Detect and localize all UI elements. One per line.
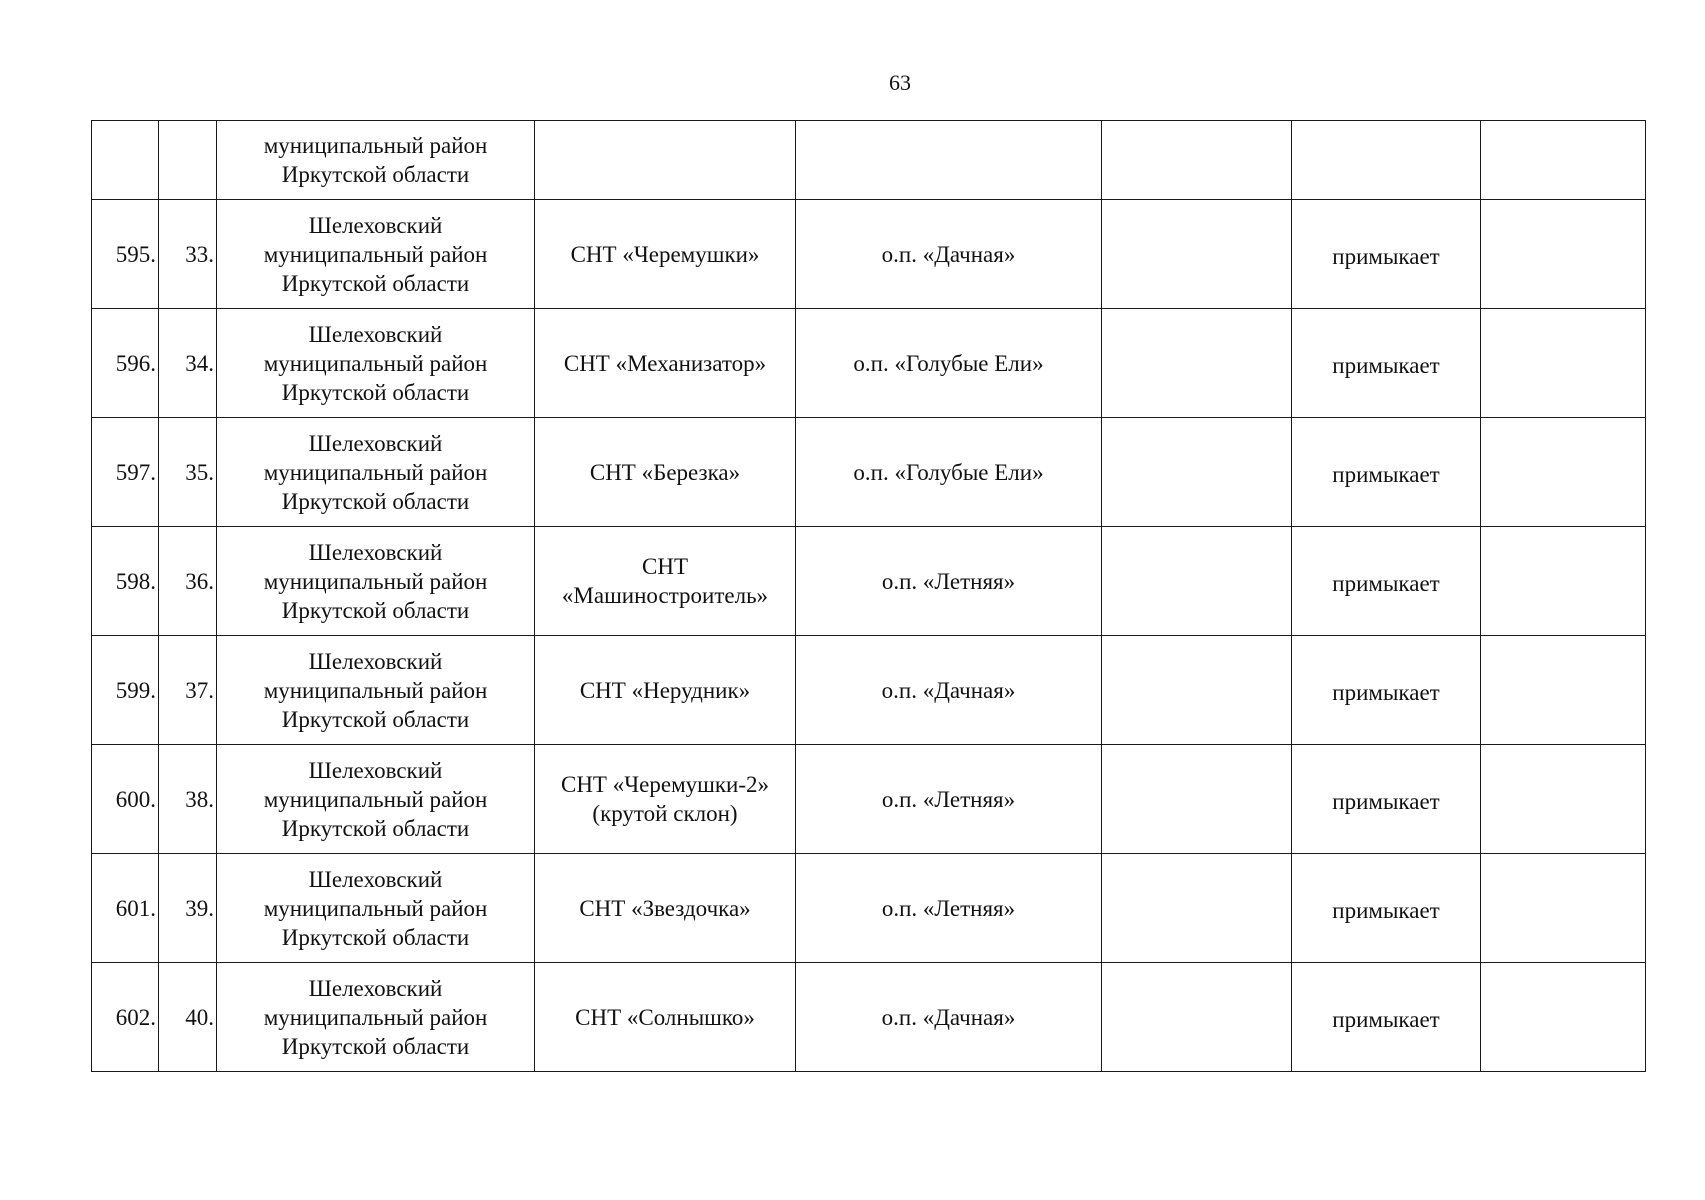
cell-col8 (1481, 527, 1646, 636)
cell-col8 (1481, 121, 1646, 200)
cell-col8 (1481, 200, 1646, 309)
cell-stop (796, 121, 1102, 200)
cell-object-text: СНТ «Березка» (589, 459, 741, 485)
cell-stop (796, 854, 1102, 963)
district-text: муниципальный район Иркутской области (263, 133, 488, 187)
cell-local-no (159, 309, 217, 418)
cell-col8 (1481, 963, 1646, 1072)
cell-stop (796, 418, 1102, 527)
cell-local-no-text: 40. (185, 1004, 214, 1030)
cell-global-no-text: 597. (115, 459, 156, 485)
cell-stop-text: о.п. «Летняя» (881, 786, 1016, 812)
cell-status (1292, 309, 1481, 418)
cell-local-no (159, 963, 217, 1072)
cell-stop (796, 309, 1102, 418)
cell-status-text: примыкает (1332, 352, 1440, 378)
cell-district (217, 636, 535, 745)
registry-table (91, 120, 1646, 1072)
cell-district (217, 309, 535, 418)
cell-stop (796, 527, 1102, 636)
table-body (92, 121, 1646, 1072)
cell-status-text: примыкает (1332, 1006, 1440, 1032)
cell-stop-text: о.п. «Голубые Ели» (853, 459, 1044, 485)
cell-status (1292, 200, 1481, 309)
cell-col6 (1102, 309, 1292, 418)
cell-global-no (92, 745, 159, 854)
cell-col8 (1481, 418, 1646, 527)
cell-local-no-text: 33. (185, 241, 214, 267)
cell-local-no (159, 527, 217, 636)
cell-object (535, 745, 796, 854)
cell-district (217, 527, 535, 636)
cell-stop (796, 963, 1102, 1072)
cell-object-text: СНТ «Черемушки-2» (крутой склон) (560, 772, 770, 826)
cell-district-text: Шелеховский муниципальный район Иркутской области (263, 866, 488, 950)
cell-col6 (1102, 121, 1292, 200)
cell-district (217, 121, 535, 200)
cell-global-no-text: 596. (115, 350, 156, 376)
cell-district-text: Шелеховский муниципальный район Иркутской области (263, 212, 488, 296)
cell-stop-text: о.п. «Дачная» (881, 241, 1016, 267)
cell-stop (796, 745, 1102, 854)
cell-stop-text: о.п. «Летняя» (881, 568, 1016, 594)
cell-status (1292, 963, 1481, 1072)
cell-global-no (92, 121, 159, 200)
cell-stop-text: о.п. «Летняя» (881, 895, 1016, 921)
cell-col6 (1102, 418, 1292, 527)
cell-global-no (92, 963, 159, 1072)
cell-local-no (159, 854, 217, 963)
cell-district-text: Шелеховский муниципальный район Иркутской области (263, 430, 488, 514)
cell-object-text: СНТ «Солнышко» (575, 1004, 755, 1030)
cell-stop-text: о.п. «Голубые Ели» (853, 350, 1044, 376)
cell-global-no-text: 595. (115, 241, 156, 267)
cell-local-no-text: 35. (185, 459, 214, 485)
cell-stop (796, 200, 1102, 309)
table-row (92, 745, 1646, 854)
cell-global-no (92, 418, 159, 527)
cell-local-no-text: 37. (185, 677, 214, 703)
cell-global-no (92, 854, 159, 963)
cell-local-no (159, 121, 217, 200)
cell-global-no-text: 600. (115, 786, 156, 812)
cell-local-no-text: 34. (185, 350, 214, 376)
cell-global-no (92, 527, 159, 636)
cell-district-text: Шелеховский муниципальный район Иркутской области (263, 539, 488, 623)
cell-district-text: Шелеховский муниципальный район Иркутской области (263, 321, 488, 405)
cell-status-text: примыкает (1332, 243, 1440, 269)
cell-object (535, 200, 796, 309)
cell-global-no-text: 598. (115, 568, 156, 594)
cell-local-no-text: 39. (185, 895, 214, 921)
table-row (92, 200, 1646, 309)
cell-local-no (159, 745, 217, 854)
cell-status-text: примыкает (1332, 897, 1440, 923)
cell-district (217, 200, 535, 309)
table-row (92, 854, 1646, 963)
cell-district (217, 854, 535, 963)
table-row (92, 963, 1646, 1072)
cell-district (217, 745, 535, 854)
cell-status (1292, 527, 1481, 636)
cell-object (535, 527, 796, 636)
cell-object (535, 121, 796, 200)
table-row (92, 418, 1646, 527)
cell-district-text: Шелеховский муниципальный район Иркутской области (263, 648, 488, 732)
cell-object-text: СНТ «Черемушки» (570, 241, 760, 267)
cell-status-text: примыкает (1332, 461, 1440, 487)
cell-status (1292, 854, 1481, 963)
cell-global-no (92, 309, 159, 418)
cell-status-text: примыкает (1332, 788, 1440, 814)
cell-global-no (92, 200, 159, 309)
cell-district-text: Шелеховский муниципальный район Иркутской области (263, 975, 488, 1059)
cell-object-text: СНТ «Звездочка» (579, 895, 751, 921)
cell-district (217, 963, 535, 1072)
cell-local-no (159, 636, 217, 745)
cell-object (535, 309, 796, 418)
cell-object-text: СНТ «Нерудник» (579, 677, 751, 703)
cell-col6 (1102, 636, 1292, 745)
cell-object (535, 963, 796, 1072)
cell-local-no (159, 418, 217, 527)
cell-status-text: примыкает (1332, 570, 1440, 596)
cell-district (217, 418, 535, 527)
cell-local-no-text: 36. (185, 568, 214, 594)
table-row (92, 527, 1646, 636)
cell-col8 (1481, 854, 1646, 963)
cell-status (1292, 745, 1481, 854)
table-row (92, 636, 1646, 745)
cell-local-no (159, 200, 217, 309)
page-number: 63 (889, 70, 911, 95)
cell-col8 (1481, 309, 1646, 418)
cell-status (1292, 418, 1481, 527)
cell-col6 (1102, 745, 1292, 854)
table-row-continuation (92, 121, 1646, 200)
cell-object (535, 636, 796, 745)
cell-stop-text: о.п. «Дачная» (881, 677, 1016, 703)
cell-global-no-text: 602. (115, 1004, 156, 1030)
cell-status (1292, 121, 1481, 200)
cell-object-text: СНТ «Механизатор» (563, 350, 767, 376)
table-row (92, 309, 1646, 418)
cell-global-no-text: 601. (115, 895, 156, 921)
cell-col8 (1481, 636, 1646, 745)
cell-stop-text: о.п. «Дачная» (881, 1004, 1016, 1030)
cell-global-no-text: 599. (115, 677, 156, 703)
cell-local-no-text: 38. (185, 786, 214, 812)
cell-col6 (1102, 854, 1292, 963)
cell-district-text: Шелеховский муниципальный район Иркутской области (263, 757, 488, 841)
cell-col6 (1102, 527, 1292, 636)
cell-object (535, 854, 796, 963)
cell-col6 (1102, 200, 1292, 309)
cell-global-no (92, 636, 159, 745)
cell-object (535, 418, 796, 527)
cell-status (1292, 636, 1481, 745)
cell-stop (796, 636, 1102, 745)
cell-status-text: примыкает (1332, 679, 1440, 705)
cell-object-text: СНТ «Машиностроитель» (561, 554, 769, 608)
cell-col8 (1481, 745, 1646, 854)
cell-col6 (1102, 963, 1292, 1072)
